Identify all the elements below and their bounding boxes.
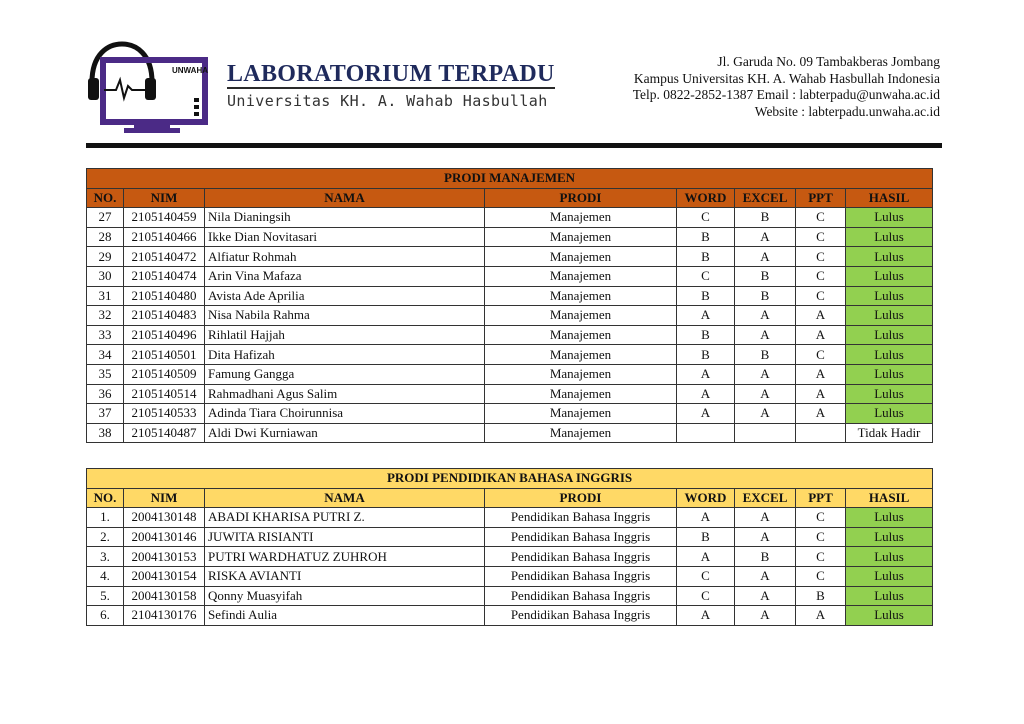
cell-excel: A	[735, 227, 796, 247]
cell-prodi: Pendidikan Bahasa Inggris	[485, 547, 677, 567]
cell-word: C	[677, 266, 735, 286]
phone-email-line: Telp. 0822-2852-1387 Email : labterpadu@unwaha.ac.id	[632, 87, 940, 102]
cell-no: 34	[87, 345, 124, 365]
cell-word: A	[677, 606, 735, 626]
column-header: HASIL	[846, 488, 933, 508]
cell-ppt: C	[796, 547, 846, 567]
cell-excel: A	[735, 364, 796, 384]
cell-prodi: Manajemen	[485, 247, 677, 267]
cell-prodi: Manajemen	[485, 404, 677, 424]
contact-info	[633, 54, 940, 120]
cell-no: 1.	[87, 508, 124, 528]
cell-nim: 2105140509	[124, 364, 205, 384]
cell-word: B	[677, 527, 735, 547]
cell-hasil: Lulus	[846, 325, 933, 345]
table-row	[87, 547, 933, 567]
cell-hasil: Lulus	[846, 586, 933, 606]
table-row	[87, 508, 933, 528]
table-row	[87, 208, 933, 228]
cell-hasil: Lulus	[846, 227, 933, 247]
cell-nama: Aldi Dwi Kurniawan	[205, 423, 485, 443]
cell-no: 36	[87, 384, 124, 404]
cell-nama: RISKA AVIANTI	[205, 566, 485, 586]
cell-prodi: Pendidikan Bahasa Inggris	[485, 586, 677, 606]
campus-line: Kampus Universitas KH. A. Wahab Hasbullah Indonesia	[633, 70, 940, 86]
cell-no: 3.	[87, 547, 124, 567]
cell-nama: Avista Ade Aprilia	[205, 286, 485, 306]
cell-no: 27	[87, 208, 124, 228]
cell-nama: Rahmadhani Agus Salim	[205, 384, 485, 404]
cell-no: 28	[87, 227, 124, 247]
table-row	[87, 247, 933, 267]
cell-nama: Dita Hafizah	[205, 345, 485, 365]
lab-title: LABORATORIUM TERPADU	[227, 61, 555, 87]
cell-hasil: Lulus	[846, 566, 933, 586]
cell-hasil: Lulus	[846, 266, 933, 286]
table-row	[87, 286, 933, 306]
table-row	[87, 325, 933, 345]
table-caption: PRODI PENDIDIKAN BAHASA INGGRIS	[87, 469, 933, 489]
cell-hasil: Lulus	[846, 508, 933, 528]
cell-prodi: Manajemen	[485, 384, 677, 404]
cell-ppt: A	[796, 384, 846, 404]
university-name: Universitas KH. A. Wahab Hasbullah	[227, 92, 548, 110]
cell-nim: 2004130153	[124, 547, 205, 567]
cell-nama: Qonny Muasyifah	[205, 586, 485, 606]
cell-nim: 2105140472	[124, 247, 205, 267]
cell-no: 35	[87, 364, 124, 384]
cell-excel: A	[735, 606, 796, 626]
cell-ppt: A	[796, 325, 846, 345]
cell-ppt: A	[796, 606, 846, 626]
cell-prodi: Pendidikan Bahasa Inggris	[485, 508, 677, 528]
cell-prodi: Manajemen	[485, 306, 677, 326]
table-row	[87, 306, 933, 326]
cell-word: A	[677, 364, 735, 384]
column-header: WORD	[677, 188, 735, 208]
cell-prodi: Manajemen	[485, 227, 677, 247]
cell-word	[677, 423, 735, 443]
cell-nim: 2105140496	[124, 325, 205, 345]
cell-ppt: C	[796, 508, 846, 528]
cell-nim: 2105140483	[124, 306, 205, 326]
title-block	[227, 62, 555, 110]
cell-excel: A	[735, 527, 796, 547]
cell-word: B	[677, 345, 735, 365]
header-divider	[86, 143, 942, 148]
table-prodi-pendidikan-bahasa-inggris	[86, 468, 933, 626]
cell-nim: 2105140514	[124, 384, 205, 404]
cell-ppt	[796, 423, 846, 443]
column-header: NAMA	[205, 488, 485, 508]
column-header: WORD	[677, 488, 735, 508]
cell-ppt: C	[796, 566, 846, 586]
cell-ppt: A	[796, 404, 846, 424]
cell-no: 32	[87, 306, 124, 326]
cell-word: A	[677, 306, 735, 326]
cell-no: 29	[87, 247, 124, 267]
cell-ppt: A	[796, 364, 846, 384]
cell-prodi: Manajemen	[485, 325, 677, 345]
cell-no: 38	[87, 423, 124, 443]
cell-prodi: Manajemen	[485, 364, 677, 384]
cell-ppt: C	[796, 527, 846, 547]
cell-prodi: Manajemen	[485, 423, 677, 443]
cell-word: B	[677, 247, 735, 267]
cell-nim: 2105140533	[124, 404, 205, 424]
cell-ppt: C	[796, 345, 846, 365]
cell-nama: Nisa Nabila Rahma	[205, 306, 485, 326]
column-header: PRODI	[485, 488, 677, 508]
cell-nim: 2004130146	[124, 527, 205, 547]
column-header: PPT	[796, 488, 846, 508]
cell-nama: Famung Gangga	[205, 364, 485, 384]
cell-hasil: Lulus	[846, 306, 933, 326]
table-prodi-manajemen	[86, 168, 933, 443]
cell-no: 33	[87, 325, 124, 345]
cell-word: A	[677, 547, 735, 567]
cell-no: 5.	[87, 586, 124, 606]
cell-ppt: A	[796, 306, 846, 326]
cell-nim: 2104130176	[124, 606, 205, 626]
website-line: Website : labterpadu.unwaha.ac.id	[754, 103, 940, 119]
letterhead	[86, 40, 942, 148]
cell-no: 4.	[87, 566, 124, 586]
cell-nama: JUWITA RISIANTI	[205, 527, 485, 547]
cell-no: 6.	[87, 606, 124, 626]
cell-excel: B	[735, 208, 796, 228]
cell-word: A	[677, 404, 735, 424]
column-header: HASIL	[846, 188, 933, 208]
table-row	[87, 566, 933, 586]
cell-no: 30	[87, 266, 124, 286]
table-row	[87, 586, 933, 606]
cell-hasil: Lulus	[846, 527, 933, 547]
table-row	[87, 227, 933, 247]
cell-hasil: Lulus	[846, 247, 933, 267]
cell-word: B	[677, 325, 735, 345]
cell-nama: Alfiatur Rohmah	[205, 247, 485, 267]
table-row	[87, 345, 933, 365]
cell-hasil: Lulus	[846, 208, 933, 228]
column-header: EXCEL	[735, 188, 796, 208]
cell-excel: A	[735, 306, 796, 326]
cell-word: B	[677, 227, 735, 247]
cell-nama: Sefindi Aulia	[205, 606, 485, 626]
cell-ppt: C	[796, 286, 846, 306]
cell-nama: PUTRI WARDHATUZ ZUHROH	[205, 547, 485, 567]
cell-nama: Adinda Tiara Choirunnisa	[205, 404, 485, 424]
cell-nim: 2004130154	[124, 566, 205, 586]
cell-prodi: Manajemen	[485, 208, 677, 228]
cell-excel: B	[735, 286, 796, 306]
cell-hasil: Lulus	[846, 364, 933, 384]
column-header: NO.	[87, 488, 124, 508]
cell-nim: 2105140474	[124, 266, 205, 286]
table-row	[87, 266, 933, 286]
column-header: EXCEL	[735, 488, 796, 508]
cell-prodi: Manajemen	[485, 266, 677, 286]
cell-hasil: Lulus	[846, 286, 933, 306]
cell-ppt: B	[796, 586, 846, 606]
cell-prodi: Manajemen	[485, 286, 677, 306]
cell-nama: Rihlatil Hajjah	[205, 325, 485, 345]
cell-nim: 2105140487	[124, 423, 205, 443]
cell-excel: B	[735, 547, 796, 567]
cell-nim: 2105140480	[124, 286, 205, 306]
cell-nama: Nila Dianingsih	[205, 208, 485, 228]
cell-excel: B	[735, 345, 796, 365]
cell-prodi: Manajemen	[485, 345, 677, 365]
cell-ppt: C	[796, 266, 846, 286]
cell-word: B	[677, 286, 735, 306]
address-line: Jl. Garuda No. 09 Tambakberas Jombang	[717, 54, 940, 69]
table-caption: PRODI MANAJEMEN	[87, 169, 933, 189]
cell-prodi: Pendidikan Bahasa Inggris	[485, 566, 677, 586]
logo-text: UNWAHA	[172, 66, 208, 75]
cell-nim: 2105140501	[124, 345, 205, 365]
cell-no: 2.	[87, 527, 124, 547]
cell-prodi: Pendidikan Bahasa Inggris	[485, 527, 677, 547]
cell-hasil: Tidak Hadir	[846, 423, 933, 443]
cell-ppt: C	[796, 227, 846, 247]
cell-excel: B	[735, 266, 796, 286]
cell-word: C	[677, 586, 735, 606]
cell-hasil: Lulus	[846, 606, 933, 626]
cell-ppt: C	[796, 208, 846, 228]
column-header: NIM	[124, 488, 205, 508]
cell-nama: Arin Vina Mafaza	[205, 266, 485, 286]
column-header: NAMA	[205, 188, 485, 208]
table-row	[87, 384, 933, 404]
cell-nim: 2105140459	[124, 208, 205, 228]
cell-ppt: C	[796, 247, 846, 267]
cell-excel	[735, 423, 796, 443]
cell-no: 31	[87, 286, 124, 306]
cell-hasil: Lulus	[846, 404, 933, 424]
cell-hasil: Lulus	[846, 547, 933, 567]
cell-prodi: Pendidikan Bahasa Inggris	[485, 606, 677, 626]
cell-nama: Ikke Dian Novitasari	[205, 227, 485, 247]
cell-nim: 2105140466	[124, 227, 205, 247]
cell-no: 37	[87, 404, 124, 424]
cell-nim: 2004130158	[124, 586, 205, 606]
cell-excel: A	[735, 384, 796, 404]
cell-excel: A	[735, 508, 796, 528]
cell-word: C	[677, 566, 735, 586]
column-header: PRODI	[485, 188, 677, 208]
cell-excel: A	[735, 404, 796, 424]
cell-hasil: Lulus	[846, 384, 933, 404]
cell-excel: A	[735, 325, 796, 345]
column-header: PPT	[796, 188, 846, 208]
column-header: NO.	[87, 188, 124, 208]
cell-nama: ABADI KHARISA PUTRI Z.	[205, 508, 485, 528]
cell-word: C	[677, 208, 735, 228]
cell-word: A	[677, 508, 735, 528]
cell-nim: 2004130148	[124, 508, 205, 528]
table-row	[87, 606, 933, 626]
column-header: NIM	[124, 188, 205, 208]
lab-logo-icon	[86, 40, 212, 134]
table-row	[87, 364, 933, 384]
cell-excel: A	[735, 566, 796, 586]
cell-excel: A	[735, 586, 796, 606]
table-row	[87, 527, 933, 547]
cell-hasil: Lulus	[846, 345, 933, 365]
table-row	[87, 404, 933, 424]
table-row	[87, 423, 933, 443]
cell-excel: A	[735, 247, 796, 267]
cell-word: A	[677, 384, 735, 404]
